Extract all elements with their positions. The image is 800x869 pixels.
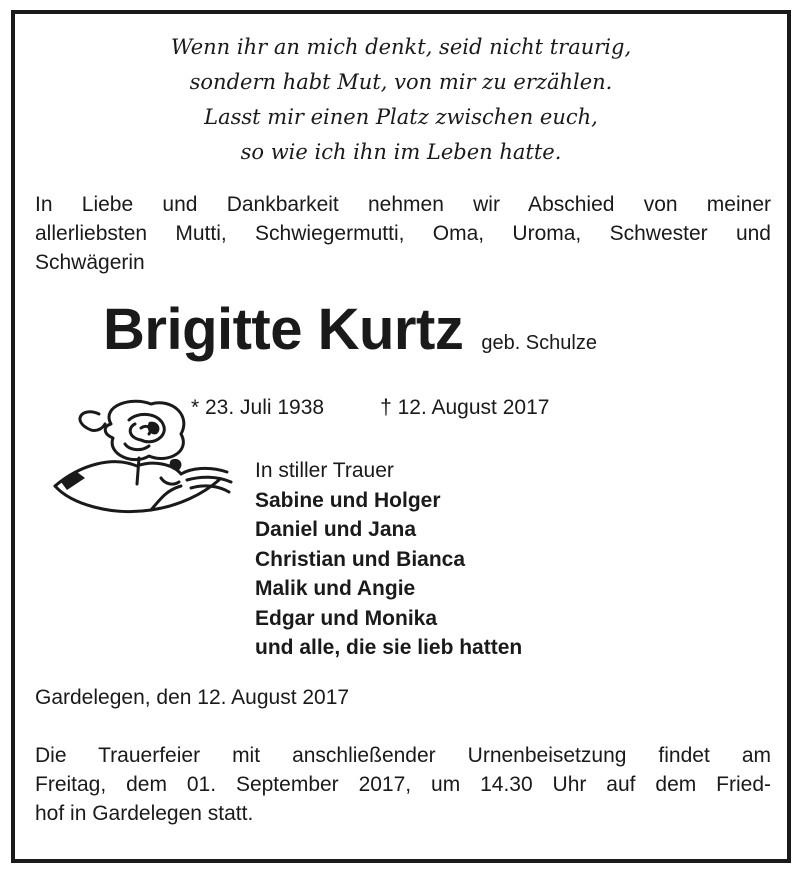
mourner-name: Sabine und Holger: [255, 488, 441, 512]
birth-date: * 23. Juli 1938: [191, 396, 325, 419]
mourner-name: Malik und Angie: [255, 577, 416, 600]
ceremony-line: Die Trauerfeier mit anschließender Urnenbeisetzung findet am: [35, 744, 771, 767]
intro-line: In Liebe und Dankbarkeit nehmen wir Abschied von meiner: [35, 193, 771, 216]
poem-line: sondern habt Mut, von mir zu erzählen.: [189, 70, 613, 94]
mourners-heading: In stiller Trauer: [255, 459, 394, 482]
poem: [15, 30, 787, 170]
mourner-name: Edgar und Monika: [255, 606, 438, 630]
ceremony-line: hof in Gardelegen statt.: [35, 802, 254, 825]
mourner-name: Daniel und Jana: [255, 518, 417, 541]
deceased-name: Brigitte Kurtz: [103, 297, 464, 362]
obituary-frame: [11, 10, 791, 863]
birth-name: geb. Schulze: [481, 332, 597, 354]
mourner-name: und alle, die sie lieb hatten: [255, 636, 523, 659]
deceased-name-row: [103, 296, 597, 363]
intro-line: allerliebsten Mutti, Schwiegermutti, Oma, Uroma, Schwester und: [35, 222, 771, 245]
intro-text: [35, 190, 771, 277]
poem-line: so wie ich ihn im Leben hatte.: [240, 140, 562, 164]
ceremony-line: Freitag, dem 01. September 2017, um 14.30 Uhr auf dem Fried-: [35, 773, 771, 796]
life-dates: [191, 396, 549, 420]
poem-line: Wenn ihr an mich denkt, seid nicht traurig,: [170, 35, 632, 59]
place-and-date: Gardelegen, den 12. August 2017: [35, 686, 350, 709]
intro-line: Schwägerin: [35, 251, 145, 274]
poem-line: Lasst mir einen Platz zwischen euch,: [204, 105, 598, 129]
ceremony-notice: [35, 741, 771, 828]
death-date: † 12. August 2017: [380, 396, 550, 419]
mourner-name: Christian und Bianca: [255, 547, 466, 571]
mourners-block: [255, 456, 522, 663]
